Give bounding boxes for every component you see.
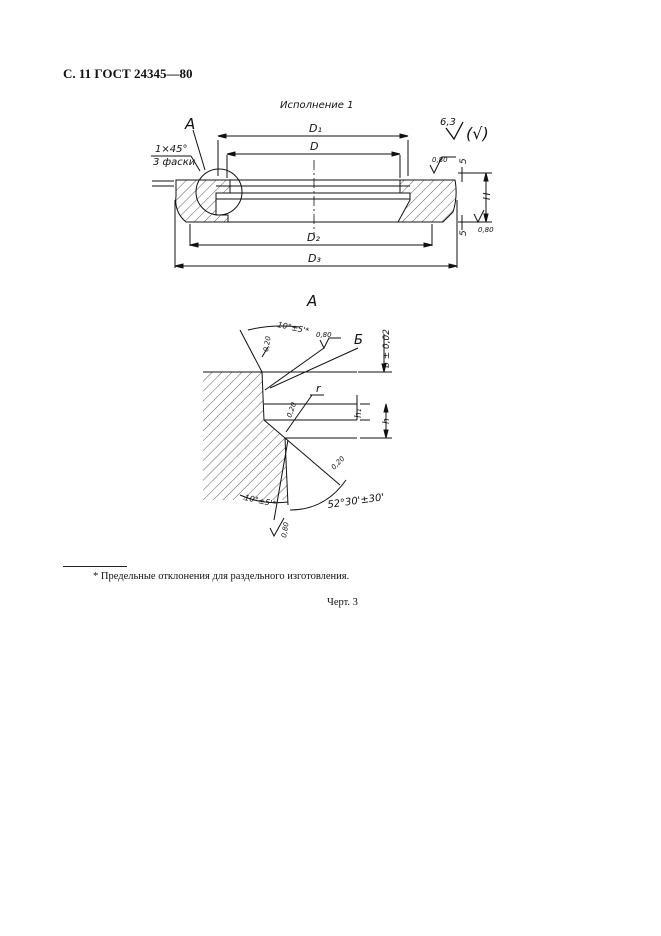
rough-2: 0,80	[316, 331, 332, 339]
view-a-label: А	[185, 115, 196, 133]
label-b: Б	[354, 333, 363, 348]
dim-d1: D₁	[309, 122, 322, 135]
label-r: r	[316, 382, 321, 395]
angle-top: 10°±5'*	[276, 320, 310, 336]
dim-5-top: 5	[459, 158, 469, 164]
dim-h: H	[482, 192, 493, 200]
roughness-main: 6,3	[440, 117, 456, 128]
rough-4: 0,20	[329, 454, 347, 472]
dim-h1: h₁	[354, 408, 364, 418]
rough-5: 0,80	[280, 521, 291, 539]
footnote: * Предельные отклонения для раздельного изготовления.	[93, 571, 350, 582]
dim-h: h	[382, 418, 392, 424]
dim-5-bottom: 5	[459, 230, 469, 236]
dim-d3: D₃	[308, 252, 321, 265]
drawing-view-a	[203, 292, 392, 538]
drawing-ispolnenie-1	[151, 100, 494, 268]
chamfer-note-top: 1×45°	[155, 144, 188, 155]
rough-top: 0,80	[432, 156, 448, 164]
chamfer-note-bottom: 3 фаски	[153, 157, 196, 168]
roughness-sign-bottom	[474, 210, 484, 222]
view-a-title: А	[307, 292, 318, 310]
rough-bottom: 0,80	[478, 226, 494, 234]
page-header: С. 11 ГОСТ 24345—80	[63, 66, 193, 81]
rough-1: 0,20	[262, 335, 273, 353]
dim-b: b ± 0,02	[382, 328, 392, 368]
dim-d: D	[310, 140, 319, 153]
angle-bottom: 10°±5'*	[243, 493, 277, 509]
footnote-rule	[63, 566, 127, 567]
dim-d2: D₂	[307, 231, 320, 244]
detail-section	[203, 372, 288, 500]
drawing1-caption: Исполнение 1	[280, 100, 354, 111]
figure-caption: Черт. 3	[327, 597, 358, 608]
rough-3: 0,20	[285, 401, 299, 419]
angle-bevel: 52°30'±30'	[326, 492, 385, 511]
roughness-paren: (√)	[466, 124, 489, 143]
